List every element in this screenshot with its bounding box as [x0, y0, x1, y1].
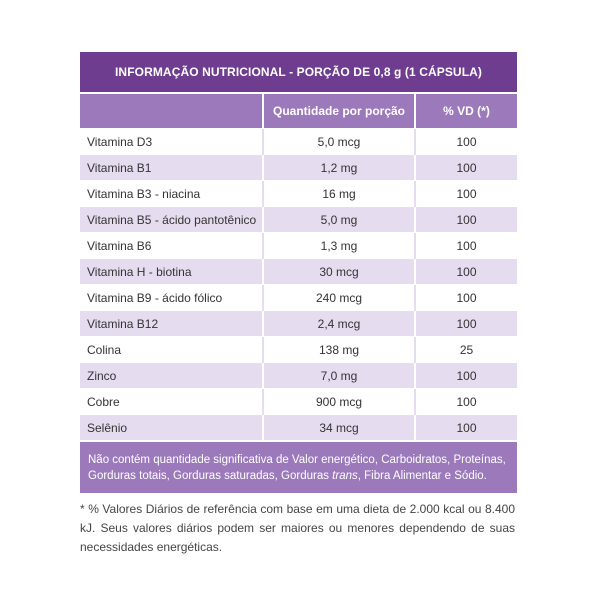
table-row — [80, 363, 517, 389]
nutrient-vd: 25 — [415, 337, 517, 363]
nutrient-quantity: 2,4 mcg — [263, 311, 415, 337]
table-row — [80, 233, 517, 259]
nutrient-name: Cobre — [80, 389, 263, 415]
nutrient-quantity: 138 mg — [263, 337, 415, 363]
table-row — [80, 337, 517, 363]
header-vd: % VD (*) — [415, 93, 517, 129]
table-header-row — [80, 93, 517, 129]
note-text-end: , Fibra Alimentar e Sódio. — [357, 470, 487, 482]
nutrient-quantity: 240 mcg — [263, 285, 415, 311]
table-row — [80, 181, 517, 207]
nutrient-vd: 100 — [415, 181, 517, 207]
table-title: INFORMAÇÃO NUTRICIONAL - PORÇÃO DE 0,8 g (1 CÁPSULA) — [80, 52, 517, 92]
nutrient-vd: 100 — [415, 207, 517, 233]
nutrient-vd: 100 — [415, 311, 517, 337]
nutrient-name: Vitamina B1 — [80, 155, 263, 181]
nutrient-vd: 100 — [415, 285, 517, 311]
nutrient-name: Colina — [80, 337, 263, 363]
nutrient-quantity: 900 mcg — [263, 389, 415, 415]
nutrition-table — [80, 92, 517, 440]
nutrient-vd: 100 — [415, 363, 517, 389]
nutrient-quantity: 7,0 mg — [263, 363, 415, 389]
nutrient-quantity: 16 mg — [263, 181, 415, 207]
header-nutrient — [80, 93, 263, 129]
nutrition-facts-panel — [80, 52, 517, 557]
nutrient-vd: 100 — [415, 415, 517, 441]
header-quantity: Quantidade por porção — [263, 93, 415, 129]
nutrient-quantity: 34 mcg — [263, 415, 415, 441]
table-row — [80, 259, 517, 285]
nutrient-quantity: 30 mcg — [263, 259, 415, 285]
nutrient-vd: 100 — [415, 129, 517, 155]
nutrient-name: Vitamina B12 — [80, 311, 263, 337]
nutrient-name: Vitamina H - biotina — [80, 259, 263, 285]
table-row — [80, 311, 517, 337]
nutrient-quantity: 1,3 mg — [263, 233, 415, 259]
nutrient-vd: 100 — [415, 155, 517, 181]
table-row — [80, 415, 517, 441]
nutrient-name: Vitamina D3 — [80, 129, 263, 155]
nutrient-vd: 100 — [415, 389, 517, 415]
nutrient-quantity: 5,0 mg — [263, 207, 415, 233]
nutrient-vd: 100 — [415, 233, 517, 259]
table-row — [80, 155, 517, 181]
table-row — [80, 389, 517, 415]
daily-value-footnote: * % Valores Diários de referência com base em uma dieta de 2.000 kcal ou 8.400 kJ. Seus valores diários podem ser maiores ou menores dependendo de suas necessidades energéticas. — [80, 502, 515, 554]
nutrient-name: Vitamina B6 — [80, 233, 263, 259]
note-text-start: Não contém quantidade significativa de Valor energético, Carboidratos, Proteínas, Gorduras totais, Gorduras saturadas, Gorduras — [88, 454, 506, 482]
nutrient-name: Selênio — [80, 415, 263, 441]
nutrient-quantity: 1,2 mg — [263, 155, 415, 181]
table-row — [80, 207, 517, 233]
nutrient-name: Vitamina B9 - ácido fólico — [80, 285, 263, 311]
table-body — [80, 129, 517, 441]
nutrient-name: Vitamina B3 - niacina — [80, 181, 263, 207]
table-row — [80, 129, 517, 155]
not-significant-note — [80, 440, 517, 493]
nutrient-name: Zinco — [80, 363, 263, 389]
nutrient-name: Vitamina B5 - ácido pantotênico — [80, 207, 263, 233]
note-text-trans: trans — [332, 470, 358, 482]
table-row — [80, 285, 517, 311]
nutrient-quantity: 5,0 mcg — [263, 129, 415, 155]
nutrient-vd: 100 — [415, 259, 517, 285]
